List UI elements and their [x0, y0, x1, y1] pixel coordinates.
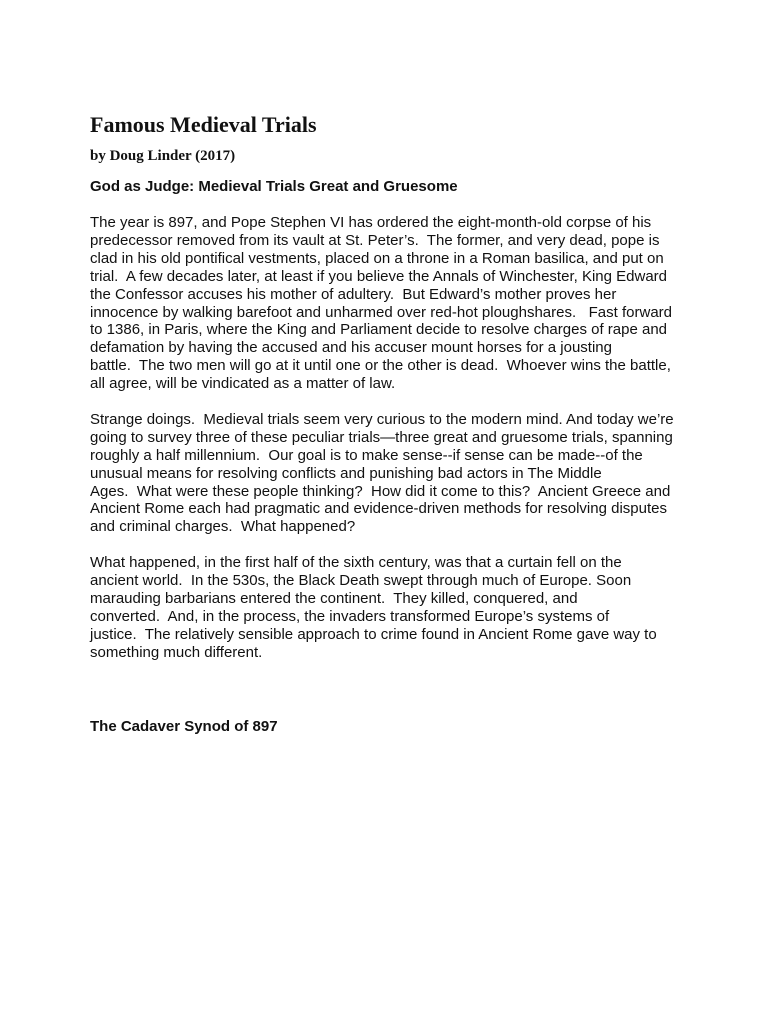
paragraph-line: something much different.	[90, 643, 263, 661]
paragraph-line: roughly a half millennium. Our goal is to make sense--if sense can be made--of the	[90, 446, 643, 464]
paragraph-line: predecessor removed from its vault at St. Peter’s. The former, and very dead, pope is	[90, 231, 660, 249]
paragraph-1	[90, 214, 690, 393]
paragraph-line: the Confessor accuses his mother of adultery. But Edward’s mother proves her	[90, 285, 617, 303]
paragraph-3	[90, 554, 690, 661]
paragraph-line: marauding barbarians entered the continent. They killed, conquered, and	[90, 590, 578, 607]
paragraph-line: clad in his old pontifical vestments, placed on a throne in a Roman basilica, and put on	[90, 249, 664, 267]
paragraph-line: Ages. What were these people thinking? How did it come to this? Ancient Greece and	[90, 482, 671, 500]
paragraph-line: Strange doings. Medieval trials seem very curious to the modern mind. And today we’re	[90, 410, 674, 428]
section-heading: God as Judge: Medieval Trials Great and Gruesome	[90, 178, 458, 195]
paragraph-line: justice. The relatively sensible approach to crime found in Ancient Rome gave way to	[90, 625, 657, 643]
author-byline: by Doug Linder (2017)	[90, 148, 236, 164]
paragraph-line: unusual means for resolving conflicts and punishing bad actors in The Middle	[90, 464, 602, 482]
subsection-heading: The Cadaver Synod of 897	[90, 718, 278, 735]
document-page	[90, 110, 690, 735]
paragraph-2	[90, 411, 690, 536]
paragraph-line: battle. The two men will go at it until one or the other is dead. Whoever wins the battle,	[90, 357, 671, 375]
paragraph-line: going to survey three of these peculiar trials—three great and gruesome trials, spanning	[90, 428, 673, 446]
paragraph-line: What happened, in the first half of the sixth century, was that a curtain fell on the	[90, 554, 622, 572]
paragraph-line: ancient world. In the 530s, the Black Death swept through much of Europe. Soon	[90, 572, 632, 590]
paragraph-line: and criminal charges. What happened?	[90, 518, 356, 536]
paragraph-line: defamation by having the accused and his accuser mount horses for a jousting	[90, 339, 612, 357]
paragraph-line: The year is 897, and Pope Stephen VI has ordered the eight-month-old corpse of his	[90, 214, 652, 231]
paragraph-line: trial. A few decades later, at least if you believe the Annals of Winchester, King Edward	[90, 267, 667, 285]
document-title: Famous Medieval Trials	[90, 112, 317, 137]
paragraph-line: innocence by walking barefoot and unharmed over red-hot ploughshares. Fast forward	[90, 303, 673, 321]
paragraph-line: to 1386, in Paris, where the King and Parliament decide to resolve charges of rape and	[90, 321, 668, 339]
paragraph-line: all agree, will be vindicated as a matter of law.	[90, 375, 396, 393]
paragraph-line: converted. And, in the process, the invaders transformed Europe’s systems of	[90, 607, 610, 625]
paragraph-line: Ancient Rome each had pragmatic and evidence-driven methods for resolving disputes	[90, 500, 667, 518]
